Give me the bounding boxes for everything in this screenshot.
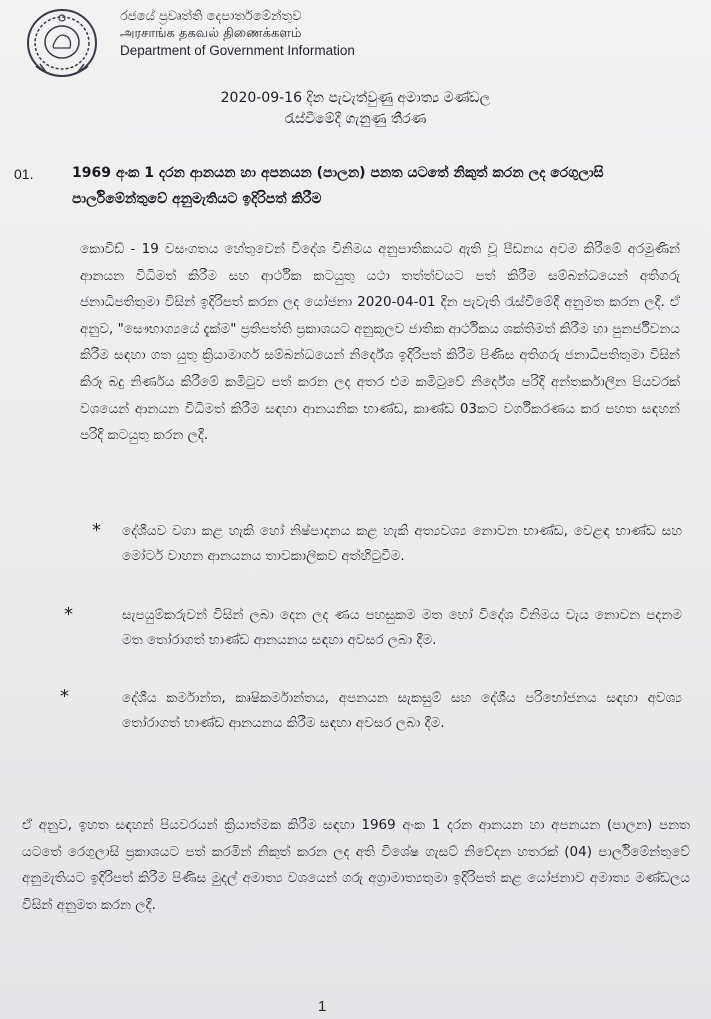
bullet-item: දේශීයව වගා කළ හැකි හෝ නිෂ්පාදනය කළ හැකි අත්‍යවශ්‍ය නොවන භාණ්ඩ, වෙළඳ භාණ්ඩ සහ මෝටර් වාහන ආනයනය තාවකාලිකව අත්හිටුවීම. bbox=[122, 523, 682, 564]
department-name-tamil: அரசாங்க தகவல் திணைக்களம் bbox=[120, 26, 302, 41]
department-name-english: Department of Government Information bbox=[120, 43, 355, 58]
department-name-sinhala: රජයේ ප්‍රවෘත්ති දෙපාර්තමේන්තුව bbox=[120, 9, 302, 24]
paragraph-decision: ඒ අනුව, ඉහත සඳහන් පියවරයන් ක්‍රියාත්මක කිරීම සඳහා 1969 අංක 1 දරන ආනයන හා අපනයන (පාලන) පනත යටතේ රෙගුලාසි ප්‍රකාශයට පත් කරමින් නිකුත් කරන ලද අති විශේෂ ගැසට් නිවේදන හතරක් (04) පාර්ලිමේන්තුවේ අනුමැතියට ඉදිරිපත් කිරීම පිණිස මුදල් අමාත්‍ය වශයෙන් ගරු අග්‍රාමාත්‍යතුමා ඉදිරිපත් කළ යෝජනාව අමාත්‍ය මණ්ඩලය විසින් අනුමත කරන ලදී. bbox=[22, 817, 690, 913]
bullet-item: දේශීය කර්මාන්ත, කෘෂිකර්මාන්තය, අපනයන සැකසුම් සහ දේශීය පරිභෝජනය සඳහා අවශ්‍ය තෝරාගත් භාණ්ඩ ආනයනය කිරීම සඳහා අවසර ලබා දීම. bbox=[122, 690, 682, 731]
bullet-item: සැපයුම්කරුවන් විසින් ලබා දෙන ලද ණය පහසුකම මත හෝ විදේශ විනිමය වැය නොවන පදනම මත තෝරාගත් භාණ්ඩ ආනයනය සඳහා අවසර ලබා දීම. bbox=[122, 607, 682, 648]
bullet-marker: * bbox=[92, 520, 101, 541]
cabinet-decisions-heading: රැස්වීමේදී ගැනුණු තීරණ bbox=[284, 111, 427, 127]
sri-lanka-emblem-icon bbox=[22, 6, 102, 80]
bullet-marker: * bbox=[64, 604, 73, 625]
paragraph-intro: කොවිඩ් - 19 වසංගතය හේතුවෙන් විදේශ විනිමය අනුපාතිකයට ඇති වූ පීඩනය අවම කිරීමේ අරමුණින් ආනයන විධිමත් කිරීම සහ ආර්ථික කටයුතු යථා තත්ත්වයට පත් කිරීම සම්බන්ධයෙන් අතිගරු ජනාධිපතිතුමා විසින් ඉදිරිපත් කරන ලද යෝජනා 2020-04-01 දින පැවැති රැස්වීමේදී අනුමත කරන ලදී. ඒ අනුව, "සෞභාග්‍යයේ දැක්ම" ප්‍රතිපත්ති ප්‍රකාශයට අනුකූලව ජාතික ආර්ථිකය ශක්තිමත් කිරීම හා පුනර්ජීවනය කිරීම සඳහා ගත යුතු ක්‍රියාමාර්ග සම්බන්ධයෙන් නිර්දේශ ඉදිරිපත් කිරීම පිණිස අතිගරු ජනාධිපතිතුමා විසින් කිරූ බදු නිර්ණය කිරීමේ කමිටුව පත් කරන ලද අතර එම කමිටුවේ නිර්දේශ පරිදි අන්තර්කාලීන පියවරක් වශයෙන් ආනයන විධිමත් කිරීම සඳහා ආනයනික භාණ්ඩ, කාණ්ඩ 03කට වර්ගීකරණය කර පහත සඳහන් පරිදි කටයුතු කරන ලදී. bbox=[80, 241, 680, 444]
bullet-marker: * bbox=[60, 686, 69, 707]
letterhead bbox=[120, 8, 480, 59]
item-number: 01. bbox=[14, 166, 34, 182]
page-number: 1 bbox=[318, 998, 327, 1015]
cabinet-meeting-date-line: 2020-09-16 දින පැවැත්වුණු අමාත්‍ය මණ්ඩල bbox=[220, 90, 491, 106]
item-title: 1969 අංක 1 දරන ආනයන හා අපනයන (පාලන) පනත යටතේ නිකුත් කරන ලද රෙගුලාසි පාර්ලිමේන්තුවේ අනුමැතියට ඉදිරිපත් කිරීම bbox=[72, 165, 604, 207]
